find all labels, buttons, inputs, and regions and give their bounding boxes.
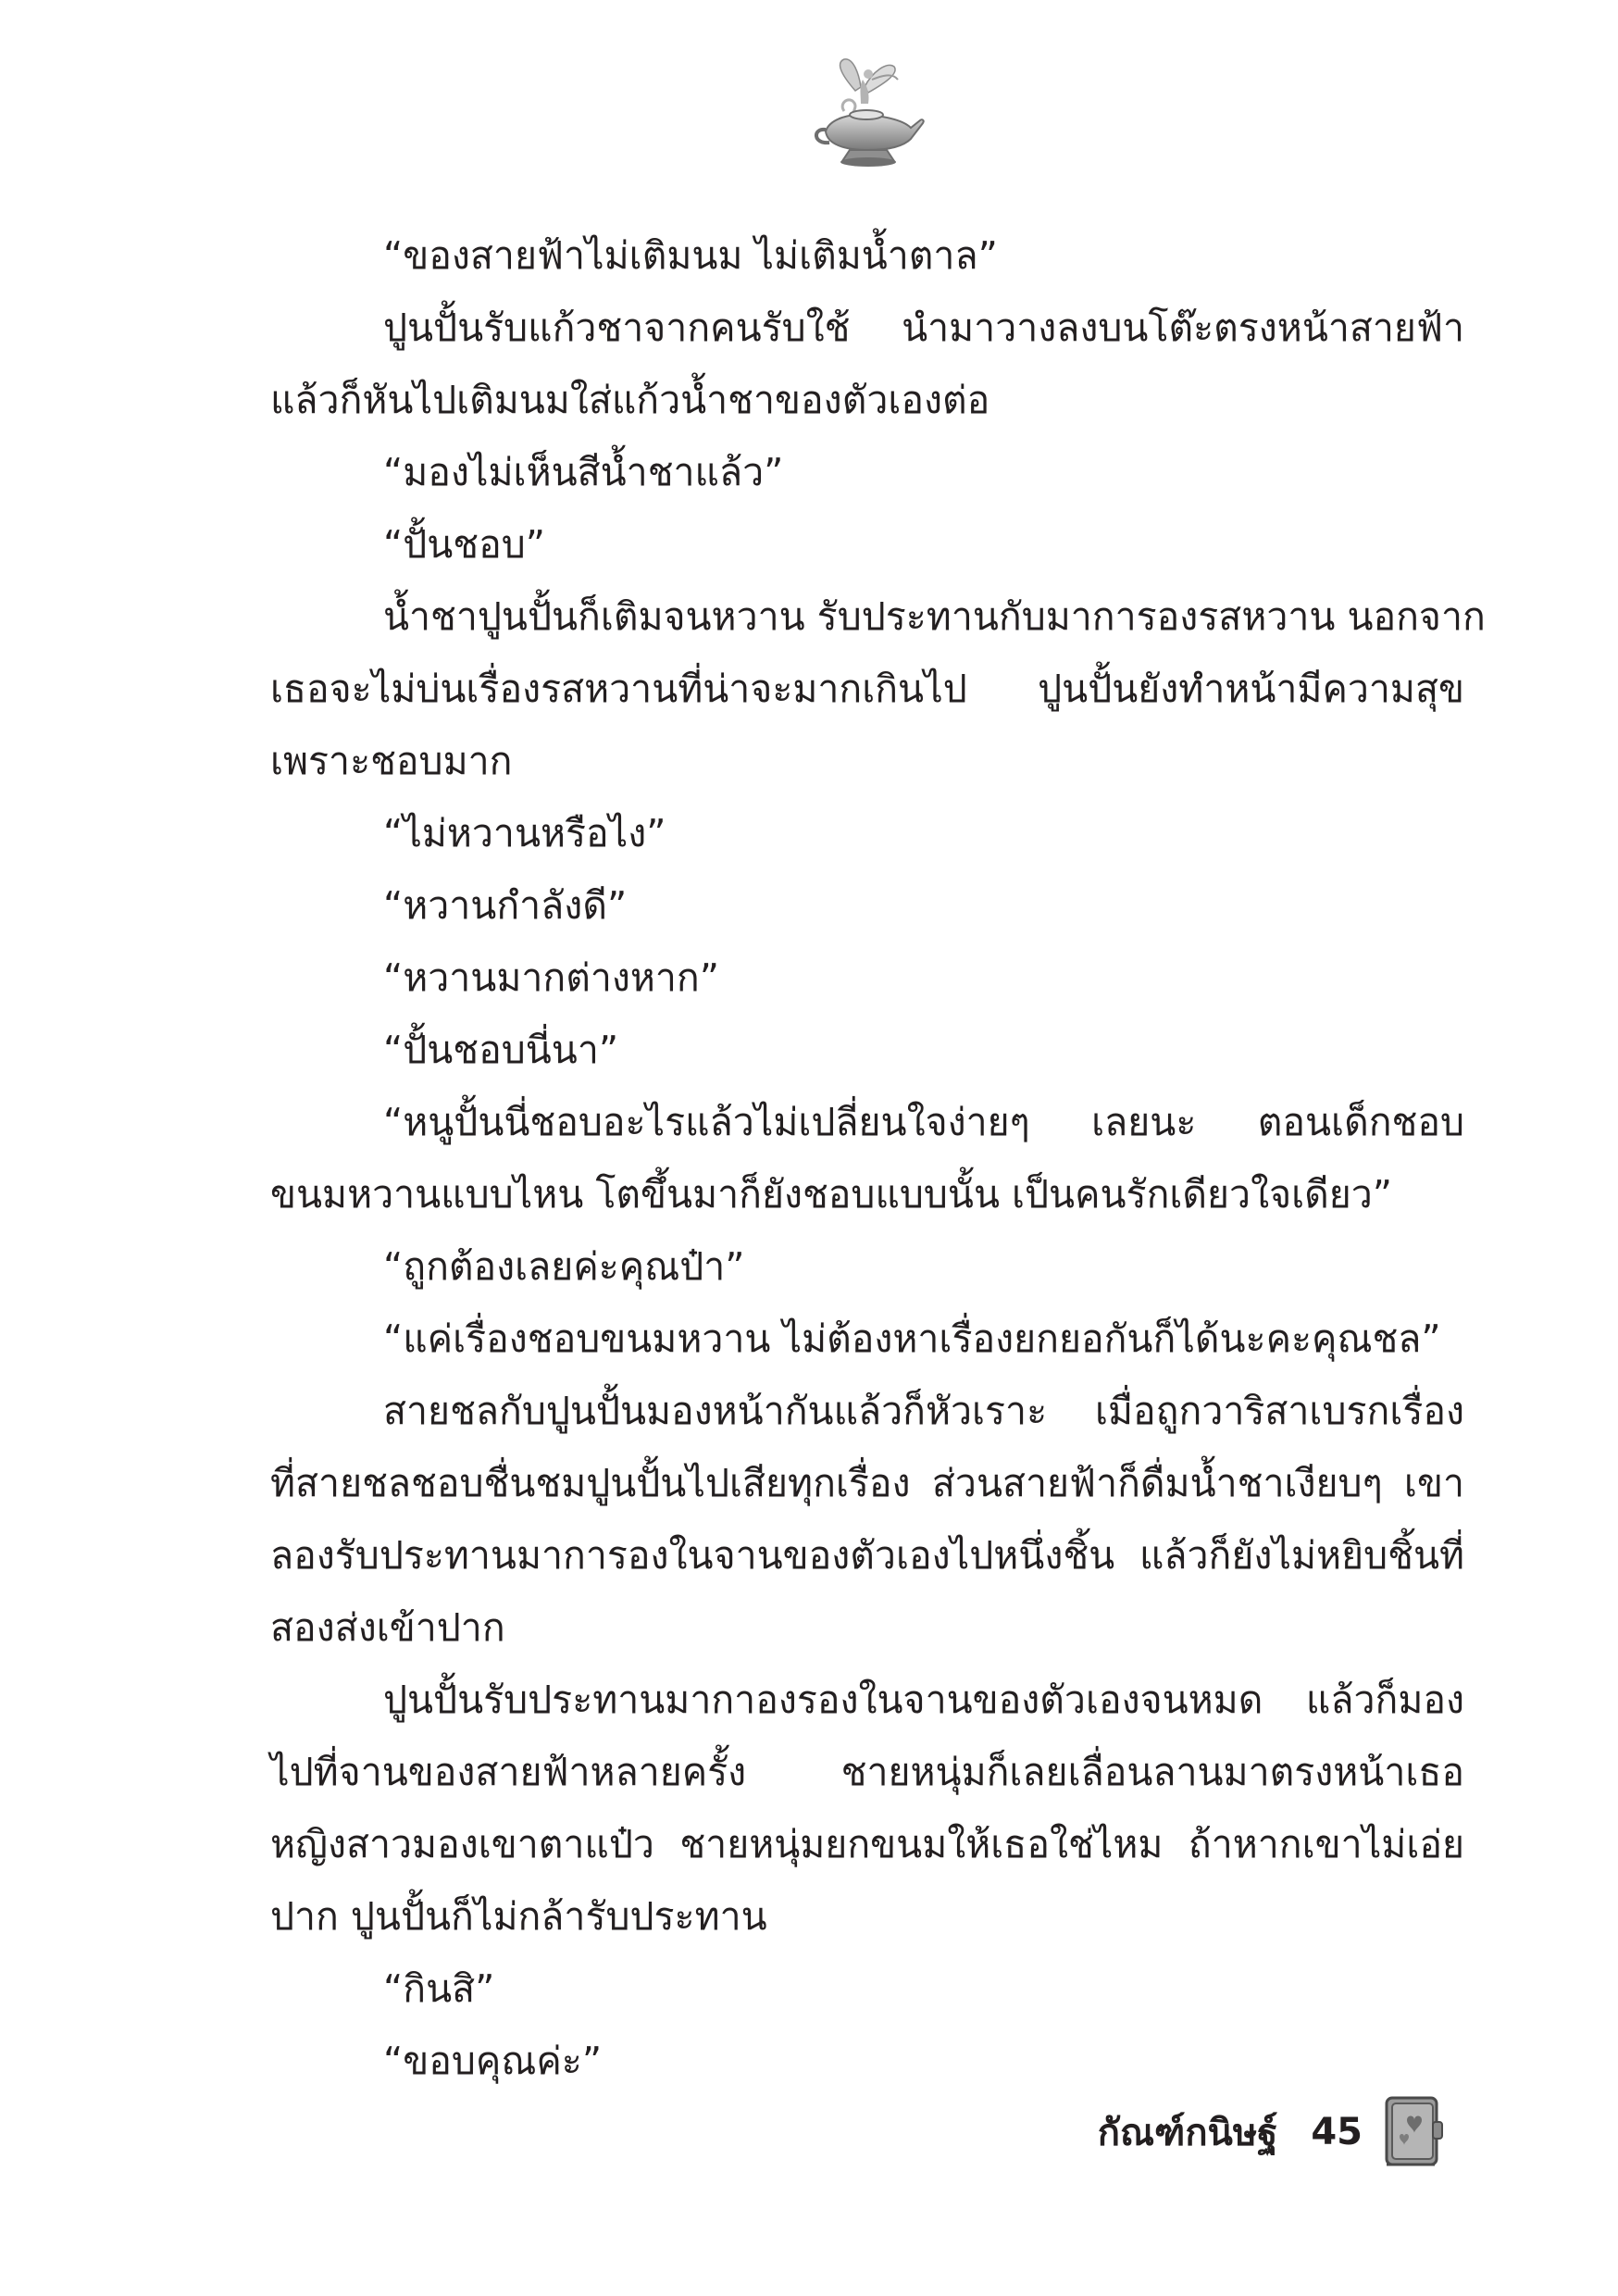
paragraph-line: เพราะชอบมาก xyxy=(270,739,513,783)
dialogue-line: ขนมหวานแบบไหน โตขึ้นมาก็ยังชอบแบบนั้น เป็นคนรักเดียวใจเดียว” xyxy=(270,1172,1393,1217)
paragraph-line: ปาก ปูนปั้นก็ไม่กล้ารับประทาน xyxy=(270,1894,767,1939)
paragraph-line: สายชลกับปูนปั้นมองหน้ากันแล้วก็หัวเราะ เมื่อถูกวาริสาเบรกเรื่อง xyxy=(383,1389,1464,1433)
teapot-fairy-ornament-icon xyxy=(807,56,927,171)
page-footer xyxy=(1098,2090,1446,2174)
dialogue-line: “ปั้นชอบ” xyxy=(383,522,546,567)
story-text xyxy=(270,219,1486,2097)
paragraph-line: ปูนปั้นรับประทานมากาองรองในจานของตัวเองจนหมด แล้วก็มอง xyxy=(383,1678,1464,1722)
paragraph-line: น้ำชาปูนปั้นก็เติมจนหวาน รับประทานกับมาการองรสหวาน นอกจาก xyxy=(383,594,1486,639)
dialogue-line: “หนูปั้นนี่ชอบอะไรแล้วไม่เปลี่ยนใจง่ายๆ เลยนะ ตอนเด็กชอบ xyxy=(383,1100,1464,1144)
page-number: 45 xyxy=(1311,2111,1363,2153)
dialogue-line: “แค่เรื่องชอบขนมหวาน ไม่ต้องหาเรื่องยกยอกันก็ได้นะคะคุณชล” xyxy=(383,1316,1441,1361)
paragraph-line: ปูนปั้นรับแก้วชาจากคนรับใช้ นำมาวางลงบนโต๊ะตรงหน้าสายฟ้า xyxy=(383,306,1464,350)
dialogue-line: “ขอบคุณค่ะ” xyxy=(383,2039,603,2083)
book-icon xyxy=(1379,2094,1446,2170)
dialogue-line: “หวานมากต่างหาก” xyxy=(383,955,719,1000)
dialogue-line: “ไม่หวานหรือไง” xyxy=(383,811,666,855)
paragraph-line: ลองรับประทานมาการองในจานของตัวเองไปหนึ่งชิ้น แล้วก็ยังไม่หยิบชิ้นที่ xyxy=(270,1533,1464,1578)
dialogue-line: “มองไม่เห็นสีน้ำชาแล้ว” xyxy=(383,450,784,494)
dialogue-line: “ปั้นชอบนี่นา” xyxy=(383,1028,619,1072)
dialogue-line: “ของสายฟ้าไม่เติมนม ไม่เติมน้ำตาล” xyxy=(383,233,998,278)
book-title: กัณฑ์กนิษฐ์ xyxy=(1097,2112,1278,2154)
paragraph-line: ไปที่จานของสายฟ้าหลายครั้ง ชายหนุ่มก็เลยเลื่อนลานมาตรงหน้าเธอ xyxy=(270,1750,1464,1794)
paragraph-line: ที่สายชลชอบชื่นชมปูนปั้นไปเสียทุกเรื่อง ส่วนสายฟ้าก็ดื่มน้ำชาเงียบๆ เขา xyxy=(270,1461,1464,1505)
dialogue-line: “หวานกำลังดี” xyxy=(383,883,628,928)
paragraph-line: สองส่งเข้าปาก xyxy=(270,1605,505,1650)
dialogue-line: “ถูกต้องเลยค่ะคุณป๋า” xyxy=(383,1244,745,1289)
dialogue-line: “กินสิ” xyxy=(383,1966,495,2011)
paragraph-line: แล้วก็หันไปเติมนมใส่แก้วน้ำชาของตัวเองต่อ xyxy=(270,378,990,422)
paragraph-line: หญิงสาวมองเขาตาแป๋ว ชายหนุ่มยกขนมให้เธอใช่ไหม ถ้าหากเขาไม่เอ่ย xyxy=(270,1822,1464,1866)
paragraph-line: เธอจะไม่บ่นเรื่องรสหวานที่น่าจะมากเกินไป ปูนปั้นยังทำหน้ามีความสุข xyxy=(270,667,1464,711)
